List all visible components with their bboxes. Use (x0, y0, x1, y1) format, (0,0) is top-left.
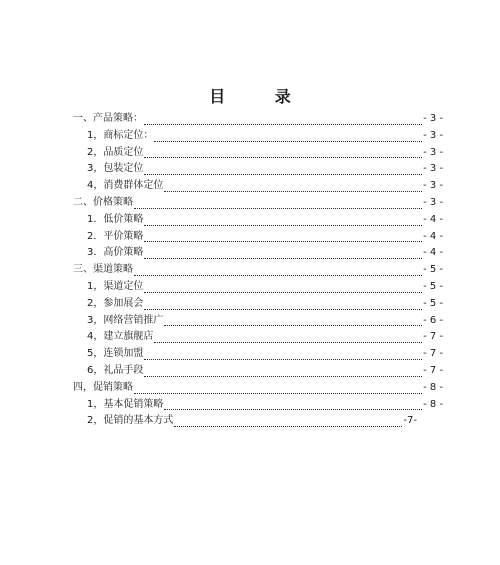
toc-entry-page: - 3 - (423, 113, 443, 124)
toc-entry-channel-positioning[interactable] (73, 279, 443, 296)
toc-entry-page: - 8 - (423, 381, 443, 393)
toc-entry-trademark-positioning[interactable] (73, 128, 443, 145)
toc-entry-label: 2，品质定位 (87, 146, 144, 158)
toc-dot-leader (134, 274, 422, 276)
toc-dot-leader (164, 190, 422, 192)
toc-entry-page: - 7 - (423, 331, 443, 343)
toc-entry-label: 4，建立旗舰店 (87, 331, 154, 343)
toc-entry-online-marketing[interactable] (73, 313, 443, 330)
toc-entry-product-strategy[interactable] (73, 111, 443, 128)
toc-entry-flagship-store[interactable] (73, 329, 443, 346)
toc-dot-leader (134, 392, 422, 394)
toc-dot-leader (144, 123, 422, 125)
toc-entry-page: - 3 - (423, 180, 443, 192)
toc-entry-label: 四，促销策略 (73, 381, 133, 393)
toc-entry-label: 3，网络营销推广 (87, 314, 164, 326)
toc-entry-label: 5，连锁加盟 (87, 348, 144, 360)
toc-dot-leader (134, 207, 422, 209)
toc-title: 目 录 (209, 87, 313, 106)
toc-entry-page: - 5 - (423, 297, 443, 309)
toc-dot-leader (144, 257, 422, 259)
toc-dot-leader (144, 358, 422, 360)
toc-entry-label: 1，渠道定位 (87, 280, 144, 292)
toc-entry-page: - 6 - (423, 314, 443, 326)
toc-entry-label: 1，商标定位： (87, 129, 154, 141)
toc-entry-page: - 3 - (423, 146, 443, 158)
toc-dot-leader (144, 173, 422, 175)
toc-entry-promotion-strategy[interactable] (73, 380, 443, 397)
toc-entry-page: -7- (403, 415, 417, 427)
toc-entry-exhibitions[interactable] (73, 296, 443, 313)
toc-entry-page: - 3 - (423, 129, 443, 141)
toc-entry-promotion-methods[interactable] (73, 413, 417, 430)
toc-entry-label: 2．平价策略 (87, 230, 144, 242)
toc-entry-parity-price[interactable] (73, 229, 443, 246)
toc-entry-label: 1．低价策略 (87, 213, 144, 225)
toc-entry-franchise[interactable] (73, 346, 443, 363)
toc-dot-leader (144, 308, 422, 310)
toc-entry-channel-strategy[interactable] (73, 262, 443, 279)
toc-entry-page: - 4 - (423, 247, 443, 259)
toc-entry-quality-positioning[interactable] (73, 145, 443, 162)
toc-dot-leader (144, 156, 422, 158)
toc-entry-page: - 3 - (423, 196, 443, 208)
toc-entry-price-strategy[interactable] (73, 195, 443, 212)
toc-entry-page: - 4 - (423, 213, 443, 225)
toc-entry-page: - 5 - (423, 280, 443, 292)
toc-entry-low-price[interactable] (73, 212, 443, 229)
toc-entry-label: 6，礼品手段 (87, 364, 144, 376)
toc-entry-label: 二、价格策略 (73, 196, 133, 208)
toc-dot-leader (144, 224, 422, 226)
toc-entry-label: 4，消费群体定位 (87, 180, 164, 192)
toc-dot-leader (144, 375, 422, 377)
toc-dot-leader (164, 324, 422, 326)
toc-entry-packaging-positioning[interactable] (73, 161, 443, 178)
toc-entry-consumer-positioning[interactable] (73, 178, 443, 195)
toc-dot-leader (144, 291, 422, 293)
toc-entry-page: - 7 - (423, 364, 443, 376)
toc-entry-label: 2，参加展会 (87, 297, 144, 309)
toc-entry-label: 一、产品策略： (73, 113, 143, 124)
toc-entry-gift-means[interactable] (73, 363, 443, 380)
toc-dot-leader (154, 140, 422, 142)
toc-dot-leader (154, 341, 422, 343)
toc-entry-label: 3．高价策略 (87, 247, 144, 259)
table-of-contents (73, 111, 443, 430)
toc-entry-page: - 7 - (423, 348, 443, 360)
toc-entry-label: 3，包装定位 (87, 163, 144, 175)
toc-entry-page: - 4 - (423, 230, 443, 242)
toc-dot-leader (174, 425, 402, 427)
toc-entry-page: - 8 - (423, 398, 443, 410)
toc-entry-high-price[interactable] (73, 245, 443, 262)
toc-entry-label: 三、渠道策略 (73, 264, 133, 276)
toc-entry-basic-promotion[interactable] (73, 397, 443, 414)
toc-entry-label: 1，基本促销策略 (87, 398, 164, 410)
toc-entry-label: 2，促销的基本方式 (87, 415, 174, 427)
toc-entry-page: - 3 - (423, 163, 443, 175)
toc-dot-leader (144, 240, 422, 242)
toc-dot-leader (164, 408, 422, 410)
toc-entry-page: - 5 - (423, 264, 443, 276)
